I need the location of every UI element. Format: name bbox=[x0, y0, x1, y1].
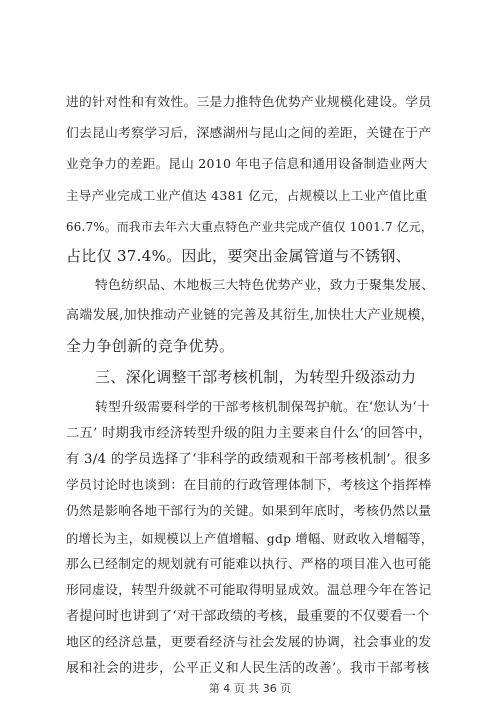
section-heading: 三、深化调整干部考核机制，为转型升级添动力 bbox=[95, 368, 417, 386]
text-line: 进的针对性和有效性。三是力推特色优势产业规模化建设。学员 bbox=[66, 95, 432, 110]
text-line: 那么已经制定的规划就有可能难以执行、严格的项目准入也可能 bbox=[66, 557, 432, 572]
text-line: 展和社会的进步，公平正义和人民生活的改善’。我市干部考核 bbox=[66, 661, 430, 676]
text-line: 学员讨论时也谈到：在目前的行政管理体制下，考核这个指挥棒 bbox=[66, 478, 432, 493]
text-line: 66.7%。而我市去年六大重点特色产业共完成产值仅 1001.7 亿元， bbox=[66, 220, 433, 234]
text-line: 占比仅 37.4%。因此，要突出金属管道与不锈钢、 bbox=[66, 247, 411, 265]
text-line: 地区的经济总量，更要看经济与社会发展的协调，社会事业的发 bbox=[66, 635, 432, 650]
text-line: 仍然是影响各地干部行为的关键。如果到年底时，考核仍然以量 bbox=[66, 504, 432, 519]
text-line: 主导产业完成工业产值达 4381 亿元，占规模以上工业产值比重 bbox=[66, 188, 428, 203]
text-line: 们去昆山考察学习后，深感湖州与昆山之间的差距，关键在于产 bbox=[66, 126, 432, 141]
text-line: 有 3/4 的学员选择了‘非科学的政绩观和干部考核机制’。很多 bbox=[66, 452, 432, 467]
text-line: 的增长为主，如规模以上产值增幅、gdp 增幅、财政收入增幅等， bbox=[66, 532, 434, 546]
text-line: 二五’ 时期我市经济转型升级的阻力主要来自什么’的回答中， bbox=[66, 426, 432, 441]
text-line: 全力争创新的竞争优势。 bbox=[66, 337, 235, 355]
page-number: 第 4 页 共 36 页 bbox=[208, 682, 292, 695]
text-line: 高端发展,加快推动产业链的完善及其衍生,加快壮大产业规模， bbox=[66, 308, 434, 323]
text-line: 者提问时也讲到了‘对干部政绩的考核，最重要的不仅要看一个 bbox=[66, 609, 430, 624]
text-line: 形同虚设，转型升级就不可能取得明显成效。温总理今年在答记 bbox=[66, 583, 432, 598]
text-line: 转型升级需要科学的干部考核机制保驾护航。在‘您认为‘十 bbox=[95, 400, 430, 415]
text-line: 业竞争力的差距。昆山 2010 年电子信息和通用设备制造业两大 bbox=[66, 156, 428, 171]
text-line: 特色纺织品、木地板三大特色优势产业，致力于聚集发展、 bbox=[95, 278, 435, 293]
